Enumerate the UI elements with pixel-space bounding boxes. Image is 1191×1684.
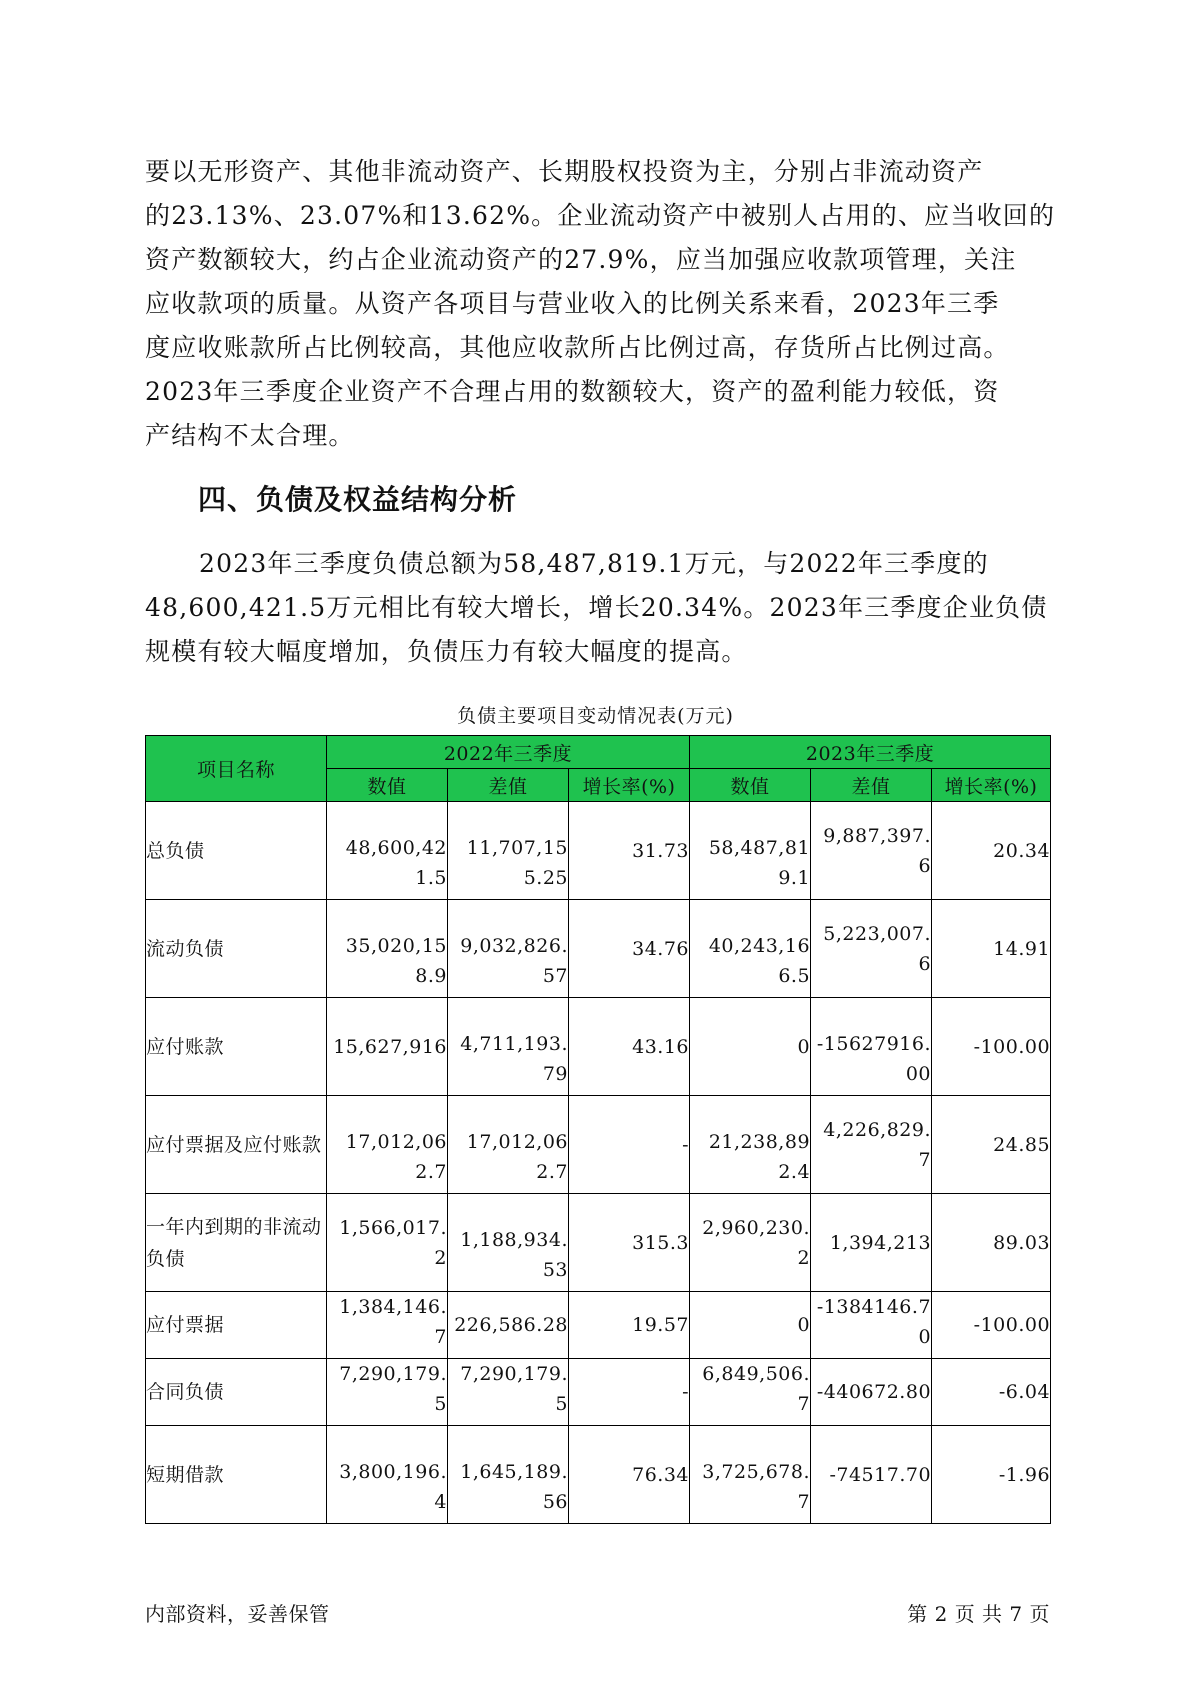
paragraph-liability-summary	[145, 542, 1050, 674]
footer-page-number: 第 2 页 共 7 页	[907, 1602, 1050, 1626]
cell-growth-2023: -100.00	[932, 998, 1051, 1096]
cell-growth-2023: -6.04	[932, 1359, 1051, 1426]
table-row	[146, 1359, 1051, 1426]
row-name: 总负债	[146, 802, 327, 900]
table-row	[146, 900, 1051, 998]
table-caption: 负债主要项目变动情况表(万元)	[457, 705, 734, 727]
cell-diff-2023: 4,226,829.7	[811, 1096, 932, 1194]
cell-diff-2023: -74517.70	[811, 1426, 932, 1524]
cell-growth-2022: 315.3	[569, 1194, 690, 1292]
cell-value-2022: 7,290,179.5	[327, 1359, 448, 1426]
table-row	[146, 1292, 1051, 1359]
cell-value-2023: 0	[690, 998, 811, 1096]
cell-value-2023: 58,487,819.1	[690, 802, 811, 900]
cell-value-2022: 1,384,146.7	[327, 1292, 448, 1359]
cell-value-2022: 15,627,916	[327, 998, 448, 1096]
cell-growth-2023: -1.96	[932, 1426, 1051, 1524]
header-value: 数值	[690, 769, 811, 802]
cell-value-2023: 40,243,166.5	[690, 900, 811, 998]
header-value: 数值	[327, 769, 448, 802]
cell-value-2023: 3,725,678.7	[690, 1426, 811, 1524]
row-name: 应付账款	[146, 998, 327, 1096]
cell-diff-2023: 1,394,213	[811, 1194, 932, 1292]
row-name: 合同负债	[146, 1359, 327, 1426]
cell-growth-2022: 19.57	[569, 1292, 690, 1359]
cell-growth-2023: 14.91	[932, 900, 1051, 998]
header-growth: 增长率(%)	[932, 769, 1051, 802]
cell-diff-2023: 5,223,007.6	[811, 900, 932, 998]
cell-growth-2023: 24.85	[932, 1096, 1051, 1194]
cell-diff-2022: 4,711,193.79	[448, 998, 569, 1096]
text-line: 资产数额较大，约占企业流动资产的27.9%，应当加强应收款项管理，关注	[145, 245, 1017, 274]
cell-value-2022: 3,800,196.4	[327, 1426, 448, 1524]
section-heading: 四、负债及权益结构分析	[198, 483, 518, 516]
row-name: 应付票据及应付账款	[146, 1096, 327, 1194]
cell-growth-2022: 31.73	[569, 802, 690, 900]
cell-growth-2023: -100.00	[932, 1292, 1051, 1359]
cell-diff-2022: 7,290,179.5	[448, 1359, 569, 1426]
cell-diff-2023: -1384146.70	[811, 1292, 932, 1359]
cell-growth-2022: -	[569, 1096, 690, 1194]
cell-diff-2022: 9,032,826.57	[448, 900, 569, 998]
text-line: 48,600,421.5万元相比有较大增长，增长20.34%。2023年三季度企业负债	[145, 593, 1048, 622]
cell-value-2023: 0	[690, 1292, 811, 1359]
cell-growth-2022: 76.34	[569, 1426, 690, 1524]
row-name: 应付票据	[146, 1292, 327, 1359]
text-line: 产结构不太合理。	[145, 421, 355, 450]
row-name: 流动负债	[146, 900, 327, 998]
text-line: 的23.13%、23.07%和13.62%。企业流动资产中被别人占用的、应当收回的	[145, 201, 1056, 230]
cell-diff-2023: 9,887,397.6	[811, 802, 932, 900]
liability-change-table	[145, 735, 1051, 1524]
cell-value-2023: 6,849,506.7	[690, 1359, 811, 1426]
header-diff: 差值	[811, 769, 932, 802]
cell-value-2022: 35,020,158.9	[327, 900, 448, 998]
cell-value-2022: 17,012,062.7	[327, 1096, 448, 1194]
cell-value-2023: 21,238,892.4	[690, 1096, 811, 1194]
header-item-name: 项目名称	[146, 736, 327, 802]
cell-diff-2023: -15627916.00	[811, 998, 932, 1096]
cell-diff-2022: 17,012,062.7	[448, 1096, 569, 1194]
cell-diff-2022: 226,586.28	[448, 1292, 569, 1359]
text-line: 应收款项的质量。从资产各项目与营业收入的比例关系来看，2023年三季	[145, 289, 1000, 318]
text-line: 规模有较大幅度增加，负债压力有较大幅度的提高。	[145, 637, 748, 666]
table-row	[146, 1096, 1051, 1194]
table-row	[146, 1194, 1051, 1292]
cell-value-2022: 48,600,421.5	[327, 802, 448, 900]
header-period-2022: 2022年三季度	[327, 736, 690, 769]
table-row	[146, 998, 1051, 1096]
header-growth: 增长率(%)	[569, 769, 690, 802]
cell-growth-2022: 34.76	[569, 900, 690, 998]
table-row	[146, 802, 1051, 900]
cell-diff-2022: 1,645,189.56	[448, 1426, 569, 1524]
cell-diff-2022: 1,188,934.53	[448, 1194, 569, 1292]
text-line: 2023年三季度企业资产不合理占用的数额较大，资产的盈利能力较低，资	[145, 377, 1000, 406]
cell-growth-2022: -	[569, 1359, 690, 1426]
row-name: 一年内到期的非流动负债	[146, 1194, 327, 1292]
cell-growth-2022: 43.16	[569, 998, 690, 1096]
header-diff: 差值	[448, 769, 569, 802]
cell-value-2022: 1,566,017.2	[327, 1194, 448, 1292]
cell-diff-2023: -440672.80	[811, 1359, 932, 1426]
cell-growth-2023: 20.34	[932, 802, 1051, 900]
row-name: 短期借款	[146, 1426, 327, 1524]
text-line: 要以无形资产、其他非流动资产、长期股权投资为主，分别占非流动资产	[145, 157, 984, 186]
cell-value-2023: 2,960,230.2	[690, 1194, 811, 1292]
table-row	[146, 1426, 1051, 1524]
cell-diff-2022: 11,707,155.25	[448, 802, 569, 900]
paragraph-asset-structure	[145, 150, 1056, 458]
header-period-2023: 2023年三季度	[690, 736, 1051, 769]
footer-confidential-note: 内部资料，妥善保管	[145, 1602, 330, 1626]
cell-growth-2023: 89.03	[932, 1194, 1051, 1292]
text-line: 2023年三季度负债总额为58,487,819.1万元，与2022年三季度的	[199, 549, 989, 578]
text-line: 度应收账款所占比例较高，其他应收款所占比例过高，存货所占比例过高。	[145, 333, 1010, 362]
